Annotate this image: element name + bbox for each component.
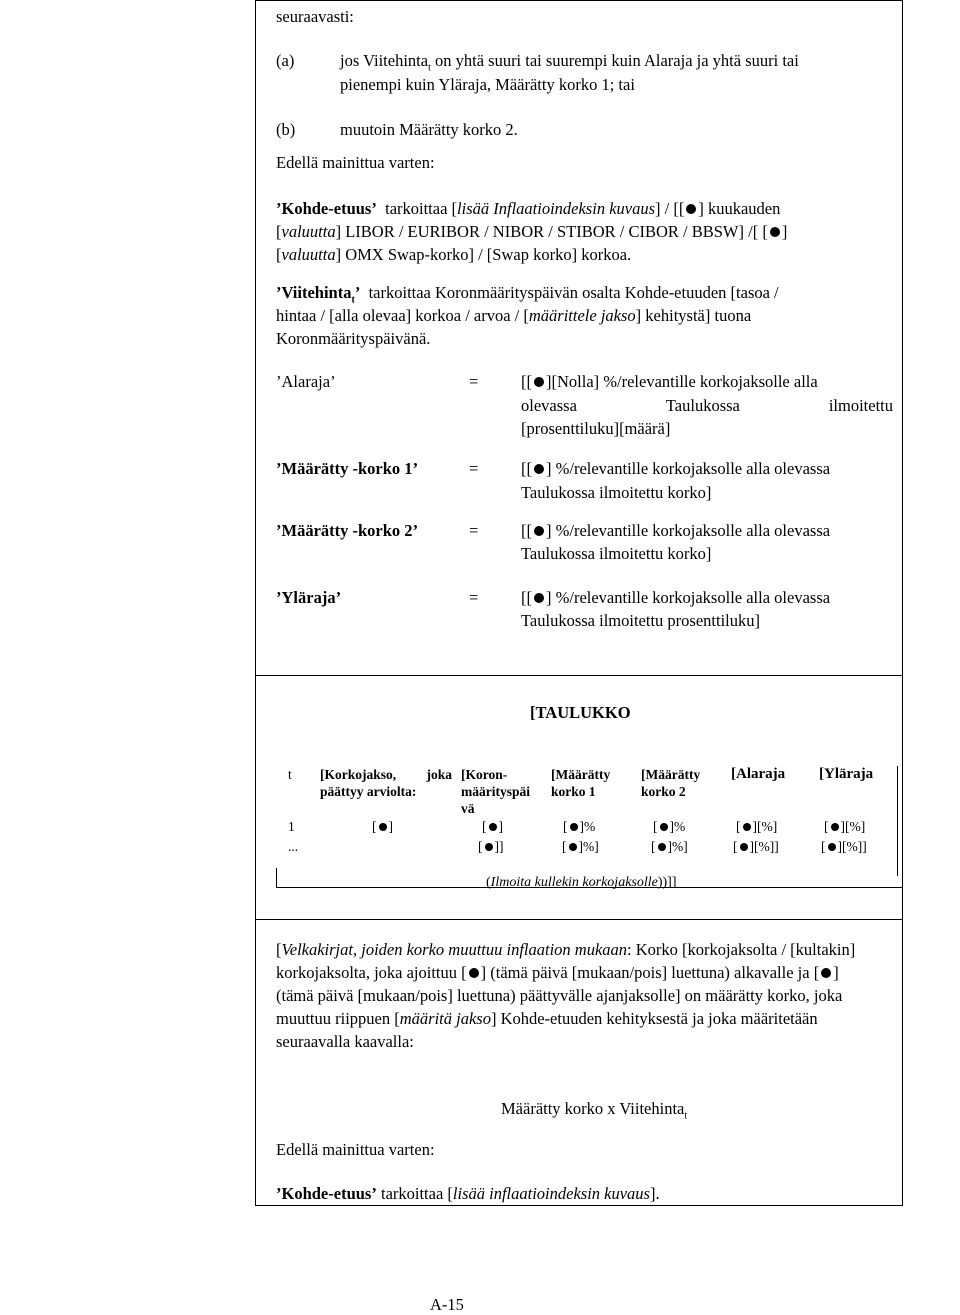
alaraja-value-line2: olevassa Taulukossa ilmoitettu bbox=[521, 396, 893, 415]
placeholder-dot-icon bbox=[821, 968, 831, 978]
header-korkojakso: [Korkojakso, joka päättyy arviolta: bbox=[320, 767, 452, 799]
header-ylaraja: [Yläraja bbox=[819, 766, 874, 782]
ylaraja-value-line2: Taulukossa ilmoitettu prosenttiluku] bbox=[521, 611, 760, 630]
placeholder-dot-icon bbox=[740, 843, 748, 851]
mk1-value-line1: [[ ] %/relevantille korkojaksolle alla olevassa bbox=[521, 459, 831, 478]
placeholder-dot-icon bbox=[570, 823, 578, 831]
alaraja-value-line3: [prosenttiluku][määrä] bbox=[521, 419, 671, 438]
formula: Määrätty korko x Viitehinta$_t$ bbox=[501, 1099, 688, 1122]
viitehinta-line3: Koronmäärityspäivänä. bbox=[276, 329, 431, 348]
mk1-label: ’Määrätty -korko 1’ bbox=[276, 459, 419, 478]
table-row-1-alaraja: [ ][%] bbox=[736, 819, 778, 834]
table-box bbox=[255, 676, 903, 920]
kohde-term: Kohde-etuus bbox=[281, 199, 372, 218]
table-row-2-t: ... bbox=[288, 839, 299, 854]
header-t: t bbox=[288, 767, 292, 782]
placeholder-dot-icon bbox=[770, 227, 780, 237]
viitehinta-term: Viitehinta bbox=[281, 283, 352, 302]
bottom-line3: (tämä päivä [mukaan/pois] luettuna) päättyvälle ajanjaksolle] on määrätty korko, joka bbox=[276, 986, 843, 1005]
mk2-label: ’Määrätty -korko 2’ bbox=[276, 521, 419, 540]
placeholder-dot-icon bbox=[660, 823, 668, 831]
kohde-definition-line1: ’Kohde-etuus’ tarkoittaa [lisää Inflaatioindeksin kuvaus] / [[ ] kuukauden bbox=[276, 199, 781, 218]
edella-heading: Edellä mainittua varten: bbox=[276, 153, 435, 172]
page-number: A-15 bbox=[430, 1295, 464, 1314]
table-row-2-mk1: [ ]%] bbox=[562, 839, 599, 854]
table-row-2-ylaraja: [ ][%]] bbox=[821, 839, 867, 854]
viitehinta-line2: hintaa / [alla olevaa] korkoa / arvoa / [määrittele jakso] kehitystä] tuona bbox=[276, 306, 752, 325]
definitions-box bbox=[255, 0, 903, 676]
header-koron: [Koron- määrityspäi vä bbox=[461, 767, 530, 816]
table-row-2-alaraja: [ ][%]] bbox=[733, 839, 779, 854]
ylaraja-label: ’Yläraja’ bbox=[276, 588, 342, 607]
table-row-2-koron: [ ]] bbox=[478, 839, 504, 854]
placeholder-dot-icon bbox=[831, 823, 839, 831]
placeholder-dot-icon bbox=[379, 823, 387, 831]
table-row-1-mk1: [ ]% bbox=[563, 819, 596, 834]
table-row-1-korkojakso: [ ] bbox=[372, 819, 393, 834]
placeholder-dot-icon bbox=[534, 526, 544, 536]
item-a-label: (a) bbox=[276, 51, 295, 70]
table-left-rule bbox=[276, 868, 277, 888]
placeholder-dot-icon bbox=[534, 593, 544, 603]
placeholder-dot-icon bbox=[743, 823, 751, 831]
table-footnote: (Ilmoita kullekin korkojaksolle))]] bbox=[486, 875, 677, 890]
header-mk1: [Määrätty korko 1 bbox=[551, 767, 611, 799]
table-row-1-ylaraja: [ ][%] bbox=[824, 819, 866, 834]
mk2-value-line2: Taulukossa ilmoitettu korko] bbox=[521, 544, 712, 563]
alaraja-value-line1: [[ ][Nolla] %/relevantille korkojaksolle alla bbox=[521, 372, 818, 391]
item-b-text: muutoin Määrätty korko 2. bbox=[340, 120, 518, 139]
table-row-1-t: 1 bbox=[288, 819, 295, 834]
viitehinta-line1: ’Viitehinta$_t$’ tarkoittaa Koronmäärityspäivän osalta Kohde-etuuden [tasoa / bbox=[276, 283, 779, 306]
equals-sign: = bbox=[469, 459, 479, 478]
table-row-1-mk2: [ ]% bbox=[653, 819, 686, 834]
equals-sign: = bbox=[469, 588, 479, 607]
bottom-line4: muuttuu riippuen [määritä jakso] Kohde-etuuden kehityksestä ja joka määritetään bbox=[276, 1009, 818, 1028]
mk2-value-line1: [[ ] %/relevantille korkojaksolle alla olevassa bbox=[521, 521, 831, 540]
alaraja-label: ’Alaraja’ bbox=[276, 372, 336, 391]
kohde-definition-line3: [valuutta] OMX Swap-korko] / [Swap korko] korkoa. bbox=[276, 245, 632, 264]
equals-sign: = bbox=[469, 521, 479, 540]
intro-text: seuraavasti: bbox=[276, 7, 354, 26]
placeholder-dot-icon bbox=[489, 823, 497, 831]
placeholder-dot-icon bbox=[828, 843, 836, 851]
bottom-line2: korkojaksolta, joka ajoittuu [ ] (tämä päivä [mukaan/pois] luettuna) alkavalle ja [ ] bbox=[276, 963, 839, 982]
placeholder-dot-icon bbox=[658, 843, 666, 851]
equals-sign: = bbox=[469, 372, 479, 391]
item-a-line2: pienempi kuin Yläraja, Määrätty korko 1; tai bbox=[340, 75, 635, 94]
kohde-definition-line2: [valuutta] LIBOR / EURIBOR / NIBOR / STIBOR / CIBOR / BBSW] /[ [ ] bbox=[276, 222, 788, 241]
placeholder-dot-icon bbox=[569, 843, 577, 851]
item-a-line1: jos Viitehinta$_t$ on yhtä suuri tai suurempi kuin Alaraja ja yhtä suuri tai bbox=[340, 51, 799, 74]
placeholder-dot-icon bbox=[534, 377, 544, 387]
mk1-value-line2: Taulukossa ilmoitettu korko] bbox=[521, 483, 712, 502]
formula-box bbox=[255, 920, 903, 1206]
bottom-kohde-definition: ’Kohde-etuus’ tarkoittaa [lisää inflaatioindeksin kuvaus]. bbox=[276, 1184, 660, 1203]
bottom-line5: seuraavalla kaavalla: bbox=[276, 1032, 414, 1051]
placeholder-dot-icon bbox=[686, 204, 696, 214]
table-row-1-koron: [ ] bbox=[482, 819, 503, 834]
placeholder-dot-icon bbox=[534, 464, 544, 474]
table-right-rule bbox=[897, 766, 898, 876]
header-alaraja: [Alaraja bbox=[731, 766, 786, 782]
item-b-label: (b) bbox=[276, 120, 296, 139]
placeholder-dot-icon bbox=[469, 968, 479, 978]
table-row-2-mk2: [ ]%] bbox=[651, 839, 688, 854]
placeholder-dot-icon bbox=[485, 843, 493, 851]
header-mk2: [Määrätty korko 2 bbox=[641, 767, 701, 799]
ylaraja-value-line1: [[ ] %/relevantille korkojaksolle alla olevassa bbox=[521, 588, 831, 607]
table-title: [TAULUKKO bbox=[530, 703, 631, 722]
bottom-line1: [Velkakirjat, joiden korko muuttuu inflaation mukaan: Korko [korkojaksolta / [kultakin] bbox=[276, 940, 856, 959]
bottom-edella: Edellä mainittua varten: bbox=[276, 1140, 435, 1159]
